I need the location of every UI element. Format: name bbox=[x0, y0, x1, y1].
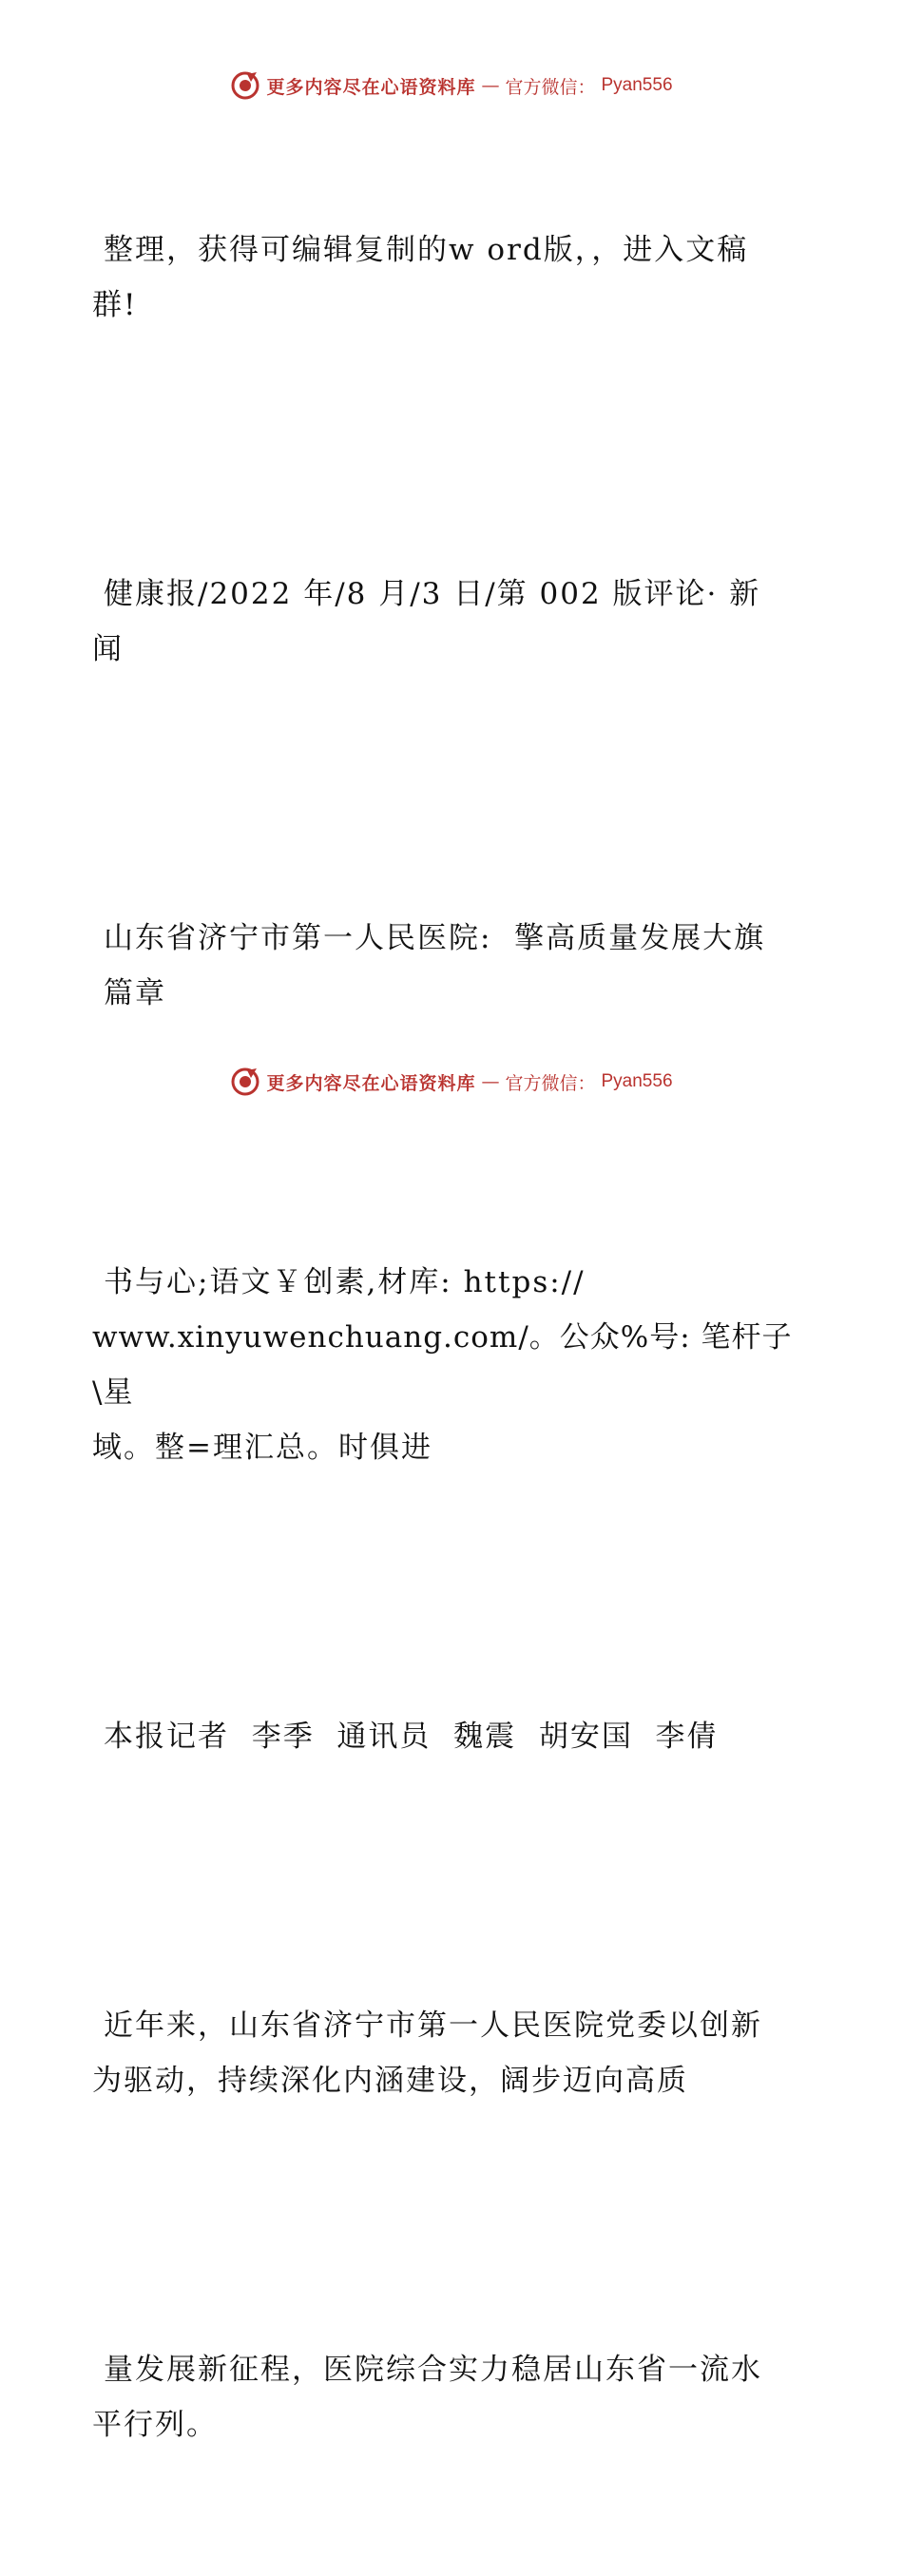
paragraph-body-1 bbox=[92, 1888, 815, 2219]
banner-wechat-id: Pyan556 bbox=[601, 75, 673, 95]
text-line: 整理，获得可编辑复制的w ord版，，进入文稿 bbox=[104, 233, 749, 267]
paragraph-source bbox=[92, 456, 815, 787]
banner-text: 更多内容尽在心语资料库 bbox=[266, 76, 476, 98]
text-line: 篇章 bbox=[104, 976, 166, 1010]
banner-text: 更多内容尽在心语资料库 bbox=[266, 1072, 476, 1094]
text-line: 近年来，山东省济宁市第一人民医院党委以创新 bbox=[104, 2009, 762, 2043]
logo-icon bbox=[230, 70, 260, 101]
text-line: 书与心;语文￥创素,材库: https:// bbox=[104, 1265, 586, 1299]
paragraph-body-2 bbox=[92, 2232, 815, 2563]
text-line: 健康报/2022 年/8 月/3 日/第 002 版评论· 新 bbox=[104, 577, 761, 611]
text-line: 量发展新征程，医院综合实力稳居山东省一流水 bbox=[104, 2353, 762, 2387]
text-line: www.xinyuwenchuang.com/。公众%号: 笔杆子\星 bbox=[92, 1320, 793, 1410]
banner-separator: — bbox=[481, 1071, 500, 1092]
text-line: 群! bbox=[92, 288, 138, 322]
paragraph-byline bbox=[92, 1599, 815, 1874]
paragraph-intro bbox=[92, 112, 815, 443]
banner-separator: — bbox=[481, 75, 500, 96]
header-banner bbox=[0, 67, 903, 105]
banner-suffix: 官方微信： bbox=[505, 76, 596, 98]
document-body bbox=[92, 112, 815, 2576]
paragraph-watermark bbox=[92, 1144, 815, 1586]
banner-wechat-id: Pyan556 bbox=[601, 1071, 673, 1091]
text-line: 平行列。 bbox=[92, 2408, 218, 2442]
banner-suffix: 官方微信： bbox=[505, 1072, 596, 1094]
logo-icon bbox=[230, 1067, 260, 1097]
text-line: 本报记者 李季 通讯员 魏震 胡安国 李倩 bbox=[104, 1720, 719, 1754]
text-line: 闻 bbox=[92, 632, 124, 666]
text-line: 域。整=理汇总。时俱进 bbox=[92, 1431, 432, 1465]
text-line: 为驱动，持续深化内涵建设，阔步迈向高质 bbox=[92, 2064, 688, 2098]
text-line: 山东省济宁市第一人民医院: 擎高质量发展大旗 bbox=[104, 921, 766, 955]
footer-banner bbox=[0, 1063, 903, 1101]
